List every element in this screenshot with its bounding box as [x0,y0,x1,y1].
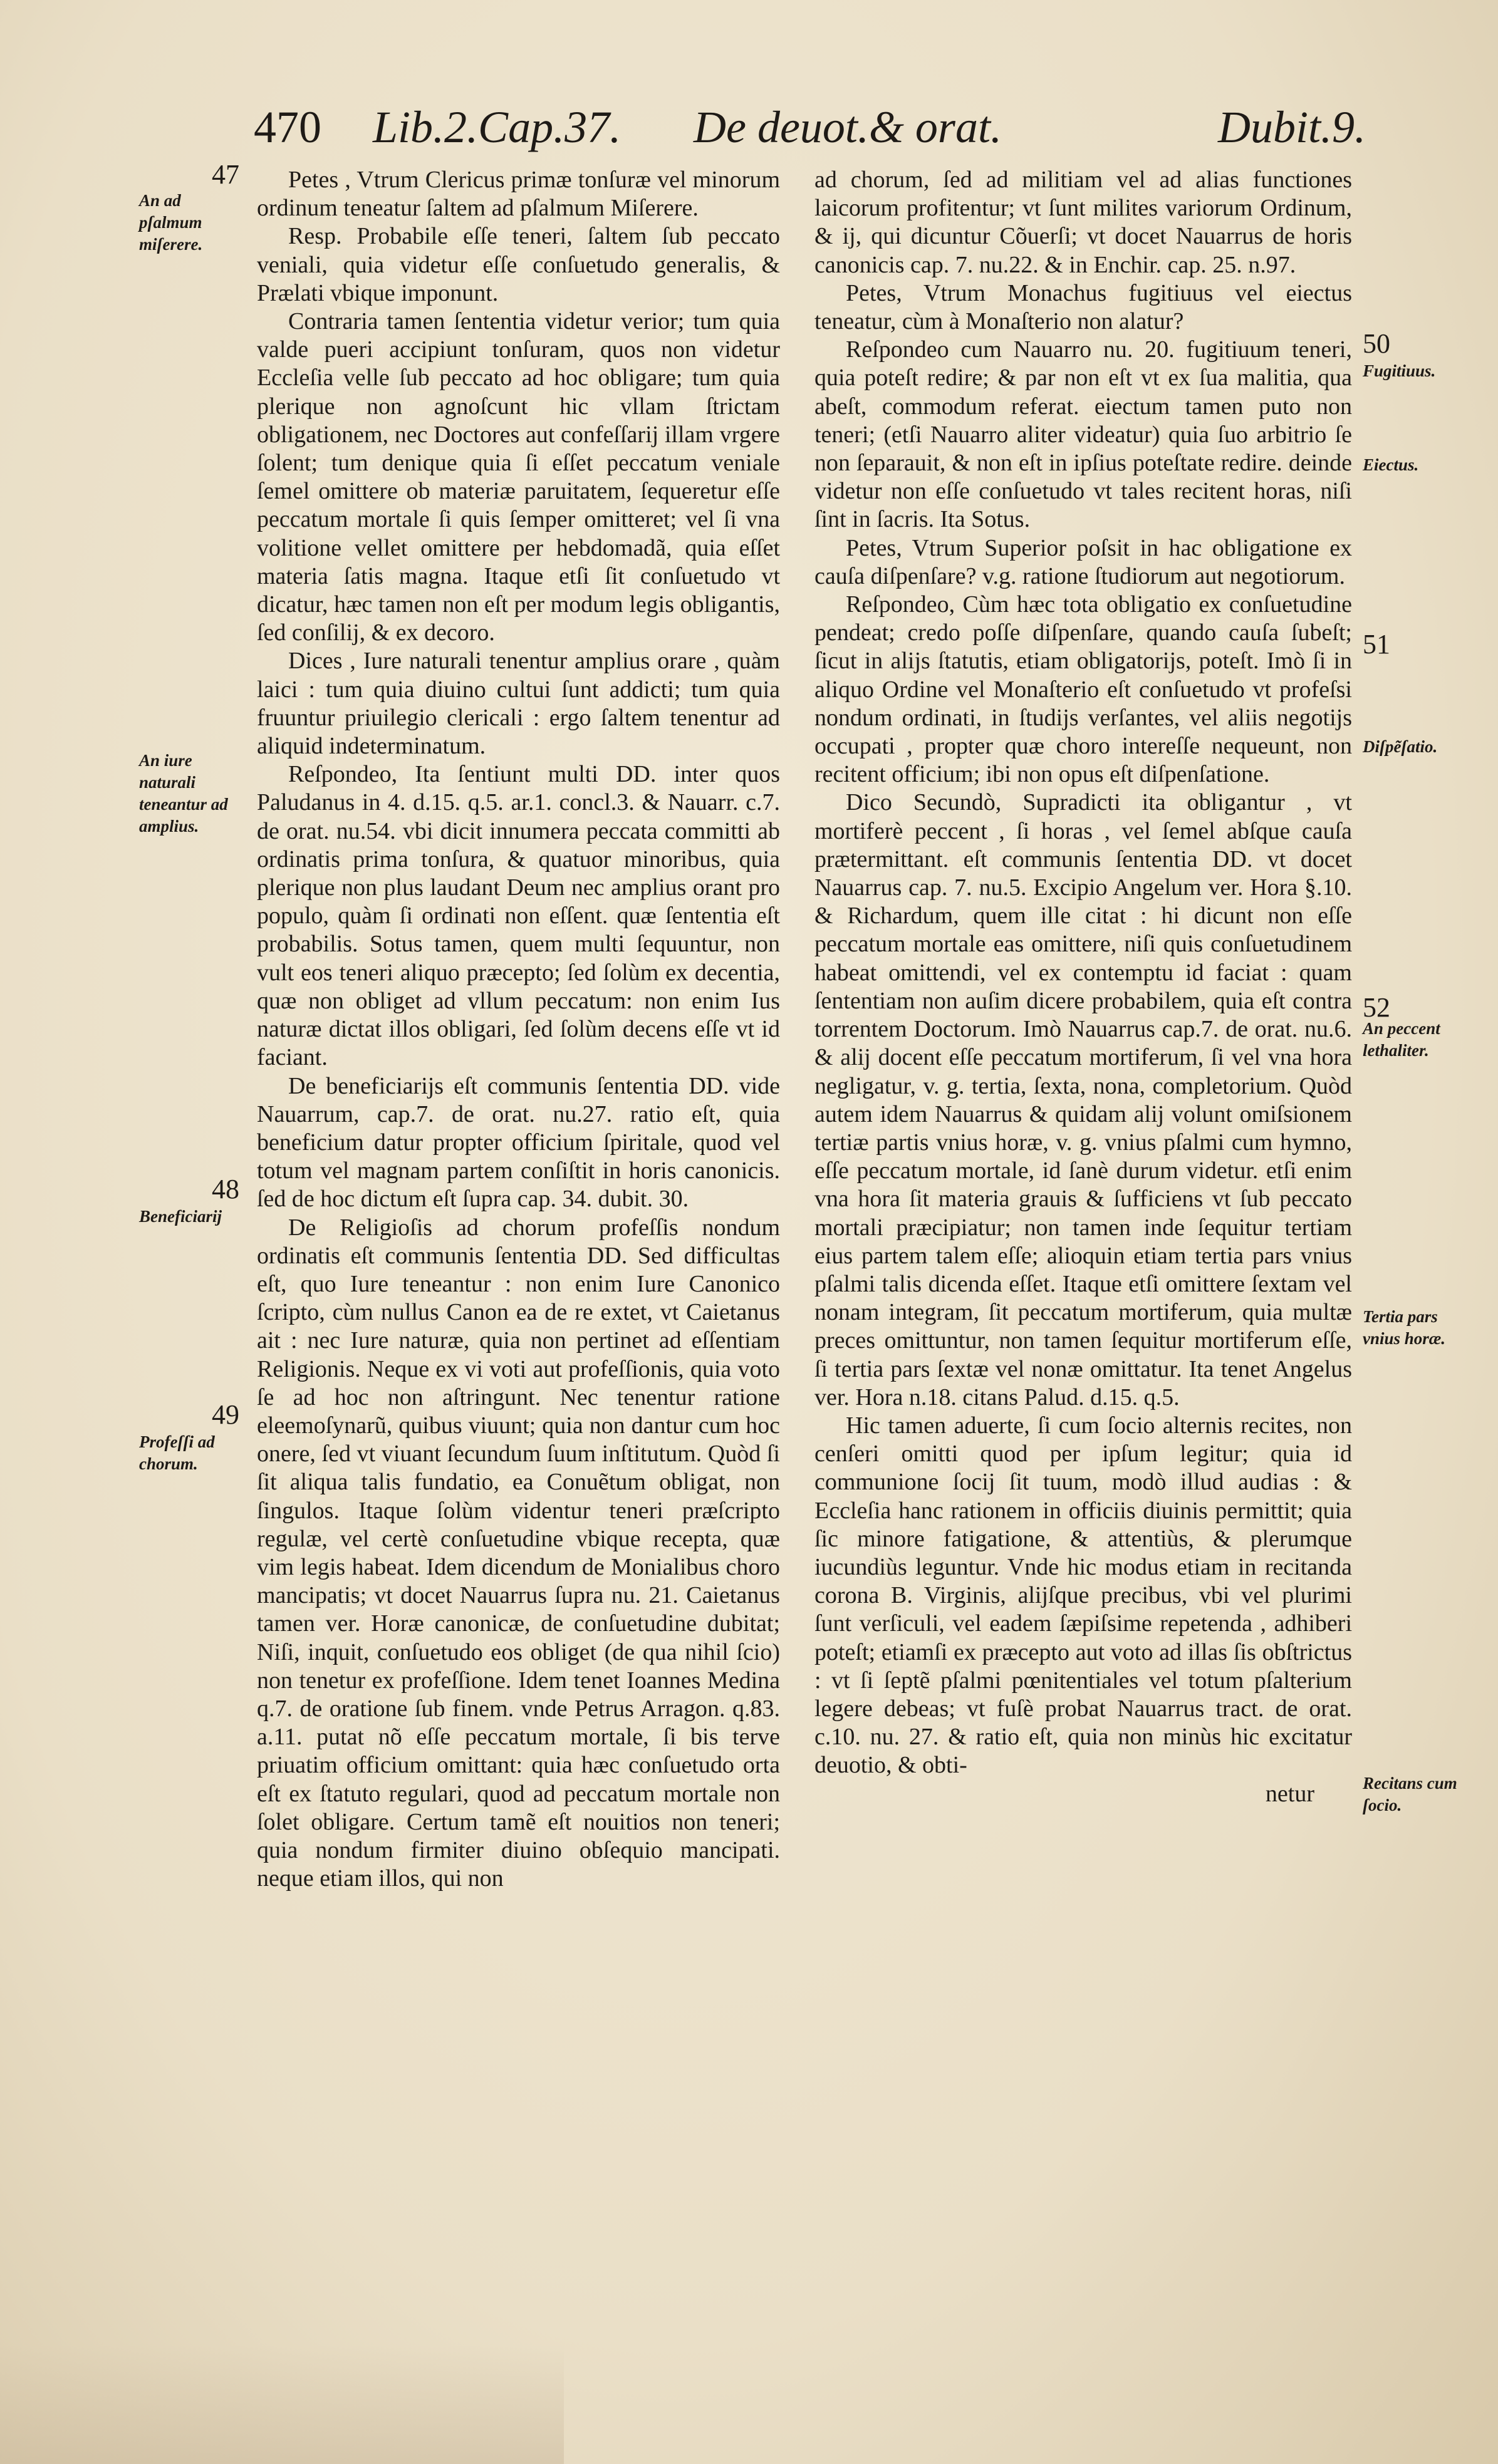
paragraph-religiosis: De Religioſis ad chorum profeſſis nondum ordinatis eſt communis ſententia DD. Sed difficultas eſt, quo Iure teneantur : non enim Iure Canonico ſcripto, cùm nullus Canon ea de re extet, vt Caietanus ait : nec Iure naturæ, quia non pertinet ad eſſentiam Religionis. Neque ex vi voti aut profeſſionis, quia voto ſe ad hoc non aſtringunt. Nec tenentur ratione eleemoſynarũ, quibus viuunt; quia non dantur cum hoc onere, ſed vt viuant ſecundum ſuum inſtitutum. Quòd ſi ſit aliqua talis fundatio, ea Conuẽtum obligat, non ſingulos. Itaque ſolùm videntur teneri præſcripto regulæ, vel certè conſuetudine vbique recepta, quæ vim legis habeat. Idem dicendum de Monialibus choro mancipatis; vt docet Nauarrus ſupra nu. 21. Caietanus tamen ver. Horæ canonicæ, de conſuetudine dubitat; Niſi, inquit, conſuetudo eos obliget (de qua nihil ſcio) non tenetur ex profeſſione. Idem tenet Ioannes Medina q.7. de oratione ſub finem. vnde Petrus Arragon. q.83. a.11. putat nõ eſſe peccatum mortale, ſi bis terve priuatim officium omittant: quia hæc conſuetudo orta eſt ex ſtatuto regulari, quod ad peccatum mortale non ſolet obligare. Certum tamẽ eſt nouitios non teneri; quia nondum firmiter diuino obſequio mancipati. neque etiam illos, qui non [257,1214,780,1892]
paragraph-dico-secundo: Dico Secundò, Supradicti ita obligantur , vt mortiferè peccent , ſi horas , vel ſemel abſque cauſa prætermittant. eſt communis ſententia DD. vt docet Nauarrus cap. 7. nu.5. Excipio Angelum ver. Hora §.10. & Richardum, quem ille citat : hi dicunt non eſſe peccatum mortale eas omittere, niſi quis conſuetudinem habeat omittendi, vel ex contemptu id faciat : quam ſententiam non auſim dicere probabilem, quia eſt contra torrentem Doctorum. Imò Nauarrus cap.7. de orat. nu.6. & alij docent eſſe peccatum mortiferum, ſi vel vna hora negligatur, v. g. tertia, ſexta, nona, completorium. Quòd autem idem Nauarrus & quidam alij volunt omiſsionem tertiæ partis vnius horæ, v. g. vnius pſalmi cum hymno, eſſe peccatum mortale, id ſanè durum videtur. etſi enim vna hora ſit materia grauis & ſufficiens vt ſub peccato mortali præcipiatur; non tamen inde ſequitur tertiam eius partem talem eſſe; alioquin etiam tertia pars vnius pſalmi talis dicenda eſſet. Itaque etſi omittere ſextam vel nonam integram, ſit peccatum mortiferum, quia multæ preces omittuntur, non tamen ſequitur mortiferum eſſe, ſi tertia pars ſextæ vel nonæ omittatur. Ita tenet Angelus ver. Hora n.18. citans Palud. d.15. q.5. [814,789,1352,1411]
margin-number-48: 48 [212,1174,239,1204]
paragraph-beneficiarijs: De beneficiarijs eſt communis ſententia DD. vide Nauarrum, cap.7. de orat. nu.27. ratio eſt, quia beneficium datur propter officium ſpiritale, quod vel totum vel magnam partem conſiſtit in horis canonicis. ſed de hoc dictum eſt ſupra cap. 34. dubit. 30. [257,1072,780,1213]
margin-note-professi: Profeſſi ad chorum. [139,1432,215,1473]
dubit-label: Dubit.9. [1217,102,1366,152]
page-stain [0,2345,564,2464]
paragraph-hic-aduerte: Hic tamen aduerte, ſi cum ſocio alternis recites, non cenſeri omitti quod per ipſum legitur; quia id communione ſocij ſit tuum, modò illud audias : & Eccleſia hanc rationem in officiis diuinis permittit; quia ſic minore fatigatione, & attentiùs, & plerumque iucundiùs leguntur. Vnde hic modus etiam in recitanda corona B. Virginis, alijſque precibus, vbi vel plurimi ſunt verſiculi, vel eadem ſæpiſsime repetenda , adhiberi poteſt; etiamſi ex præcepto aut voto ad illas ſis obſtrictus : vt ſi ſeptẽ pſalmi pœnitentiales vel totum pſalterium legere debeas; vt fuſè probat Nauarrus tract. de orat. c.10. nu. 27. & ratio eſt, quia non minùs hic excitatur deuotio, & obti- [814,1412,1352,1779]
right-text-column [814,166,1352,1808]
running-title: De deuot.& orat. [694,102,1002,152]
running-header [254,99,1366,155]
margin-note-psalm: An ad pſalmum miſerere. [139,191,203,254]
margin-number-49: 49 [212,1399,239,1430]
paragraph-petes-superior: Petes, Vtrum Superior poſsit in hac obligatione ex cauſa diſpenſare? v.g. ratione ſtudiorum aut negotiorum. [814,534,1352,589]
margin-note-peccent: An peccent lethaliter. [1363,1019,1440,1060]
margin-note-tertia: Tertia pars vnius horæ. [1363,1307,1446,1348]
margin-note-recitans: Recitans cum ſocio. [1363,1774,1457,1814]
margin-number-50: 50 [1363,328,1390,359]
margin-number-52: 52 [1363,992,1390,1023]
paragraph-petes-monachus: Petes, Vtrum Monachus fugitiuus vel eiectus teneatur, cùm à Monaſterio non alatur? [814,279,1352,335]
margin-note-iure: An iure naturali teneantur ad amplius. [139,751,228,836]
paragraph-ad-chorum: ad chorum, ſed ad militiam vel ad alias functiones laicorum profitentur; vt ſunt milites variorum Ordinum, & ij, qui dicuntur Cõuerſi; vt docet Nauarrus de horis canonicis cap. 7. nu.22. & in Enchir. cap. 25. n.97. [814,167,1352,278]
paragraph-respondeo-paludanus: Reſpondeo, Ita ſentiunt multi DD. inter quos Paludanus in 4. d.15. q.5. ar.1. concl.3. & Nauarr. c.7. de orat. nu.54. vbi dicit innumera peccata committi ab ordinatis prima tonſura, & quatuor minoribus, quia plerique non plus laudant Deum nec amplius orant pro populo, quàm ſi ordinati non eſſent. quæ ſententia eſt probabilis. Sotus tamen, quem multi ſequuntur, non vult eos teneri aliquo præcepto; ſed ſolùm ex decentia, quæ non obliget ad vllum peccatum: non enim Ius naturæ dictat illos obligari, ſed ſolùm decens eſſe vt id faciant. [257,761,780,1071]
margin-note-beneficiarij: Beneficiarij [139,1207,222,1226]
margin-note-fugitiuus: Fugitiuus. [1363,361,1436,380]
margin-note-dispensatio: Diſpẽſatio. [1363,737,1438,756]
page-number: 470 [254,102,321,152]
paragraph-petes-clericus: Petes , Vtrum Clericus primæ tonſuræ vel minorum ordinum teneatur ſaltem ad pſalmum Miſerere. [257,167,780,222]
paragraph-resp-probabile: Resp. Probabile eſſe teneri, ſaltem ſub peccato veniali, quia videtur eſſe conſuetudo generalis, & Prælati vbique imponunt. [257,223,780,306]
margin-number-51: 51 [1363,629,1390,660]
paragraph-dices-iure: Dices , Iure naturali tenentur amplius orare , quàm laici : tum quia diuino cultui ſunt addicti; tum quia fruuntur priuilegio clericali : ergo ſaltem tenentur ad aliquid indeterminatum. [257,648,780,760]
paragraph-respondeo-dispensare: Reſpondeo, Cùm hæc tota obligatio ex conſuetudine pendeat; credo poſſe diſpenſare, quando cauſa ſubeſt; ſicut in alijs ſtatutis, etiam obligatorijs, poteſt. Imò ſi in aliquo Ordine vel Monaſterio eſt conſuetudo vt profeſsi nondum ordinati, in ſtudijs verſantes, vel aliis negotijs occupati , propter quæ choro intereſſe nequeunt, non recitent officium; ibi non opus eſt diſpenſatione. [814,591,1352,788]
paragraph-respondeo-nauarro: Reſpondeo cum Nauarro nu. 20. fugitiuum teneri, quia poteſt redire; & par non eſt vt ex ſua malitia, qua abeſt, commodum referat. eiectum tamen puto non teneri; (etſi Nauarro aliter videatur) quia ſuo arbitrio ſe non ſeparauit, & non eſt in ipſius poteſtate redire. deinde videtur non eſſe conſuetudo vt tales recitent horas, niſi ſint in ſacris. Ita Sotus. [814,336,1352,533]
left-text-column [257,166,780,1893]
catchword: netur [1265,1780,1314,1807]
paragraph-contraria: Contraria tamen ſententia videtur verior; tum quia valde pueri accipiunt tonſuram, quos non videtur Eccleſia velle ſub peccato ad hoc obligare; tum quia plerique non agnoſcunt hic vllam ſtrictam obligationem, nec Doctores aut confeſſarij illam vrgere ſolent; tum denique quia ſi eſſet peccatum veniale ſemel omittere ob materiæ paruitatem, ſequeretur eſſe peccatum mortale ſi quis ſemper omitteret; vel ſi vna volitione vellet omittere per hebdomadã, quia eſſet materia ſatis magna. Itaque etſi ſit conſuetudo vt dicatur, hæc tamen non eſt per modum legis obligantis, ſed conſilij, & ex decoro. [257,308,780,646]
book-chapter: Lib.2.Cap.37. [373,102,622,152]
margin-number-47: 47 [212,159,239,190]
margin-note-eiectus: Eiectus. [1363,455,1419,474]
